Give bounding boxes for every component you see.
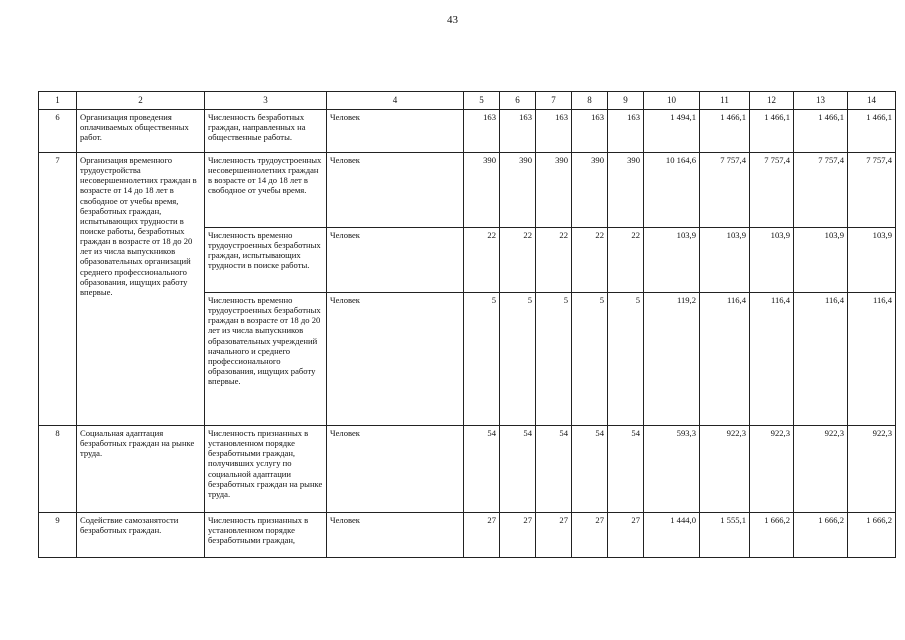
value-cell: 10 164,6 — [644, 153, 700, 228]
value-cell: 1 494,1 — [644, 110, 700, 153]
value-cell: 1 466,1 — [750, 110, 794, 153]
value-cell: 103,9 — [644, 228, 700, 293]
value-cell: 54 — [464, 426, 500, 513]
row-number: 8 — [39, 426, 77, 513]
activity-cell: Организация временного трудоустройства несовершеннолетних граждан в возрасте от 14 до 18 лет в свободное от учебы время, безработных граждан, испытывающих трудности в поиске работы, безработных граждан в возрасте от 18 до 20 лет из числа выпускников образовательных организаций среднего профессионального образования, ищущих работу впервые. — [77, 153, 205, 426]
header-cell: 13 — [794, 92, 848, 110]
value-cell: 1 666,2 — [794, 513, 848, 558]
activity-cell: Содействие самозанятости безработных граждан. — [77, 513, 205, 558]
value-cell: 390 — [536, 153, 572, 228]
value-cell: 103,9 — [848, 228, 896, 293]
indicator-cell: Численность признанных в установленном порядке безработными граждан, — [205, 513, 327, 558]
value-cell: 7 757,4 — [700, 153, 750, 228]
header-cell: 1 — [39, 92, 77, 110]
value-cell: 922,3 — [700, 426, 750, 513]
header-cell: 11 — [700, 92, 750, 110]
unit-cell: Человек — [327, 426, 464, 513]
indicator-cell: Численность трудоустроенных несовершеннолетних граждан в возрасте от 14 до 18 лет в свободное от учебы время. — [205, 153, 327, 228]
unit-cell: Человек — [327, 513, 464, 558]
value-cell: 1 666,2 — [848, 513, 896, 558]
unit-cell: Человек — [327, 228, 464, 293]
value-cell: 54 — [608, 426, 644, 513]
value-cell: 54 — [536, 426, 572, 513]
value-cell: 27 — [536, 513, 572, 558]
value-cell: 1 466,1 — [794, 110, 848, 153]
row-number: 6 — [39, 110, 77, 153]
value-cell: 116,4 — [750, 293, 794, 426]
page-number: 43 — [447, 14, 458, 26]
value-cell: 163 — [464, 110, 500, 153]
unit-cell: Человек — [327, 110, 464, 153]
value-cell: 922,3 — [794, 426, 848, 513]
value-cell: 163 — [608, 110, 644, 153]
header-cell: 5 — [464, 92, 500, 110]
value-cell: 390 — [572, 153, 608, 228]
activity-cell: Социальная адаптация безработных граждан на рынке труда. — [77, 426, 205, 513]
value-cell: 22 — [536, 228, 572, 293]
value-cell: 163 — [572, 110, 608, 153]
row-number: 9 — [39, 513, 77, 558]
row-number: 7 — [39, 153, 77, 426]
value-cell: 922,3 — [750, 426, 794, 513]
table-row — [39, 426, 896, 513]
value-cell: 54 — [572, 426, 608, 513]
value-cell: 103,9 — [700, 228, 750, 293]
header-cell: 14 — [848, 92, 896, 110]
header-cell: 2 — [77, 92, 205, 110]
indicator-cell: Численность признанных в установленном порядке безработными граждан, получивших услугу по социальной адаптации безработных граждан на рынке труда. — [205, 426, 327, 513]
value-cell: 103,9 — [750, 228, 794, 293]
indicator-cell: Численность временно трудоустроенных безработных граждан в возрасте от 18 до 20 лет из числа выпускников образовательных учреждений начального и среднего профессионального образования, ищущих работу впервые. — [205, 293, 327, 426]
value-cell: 103,9 — [794, 228, 848, 293]
header-cell: 7 — [536, 92, 572, 110]
header-cell: 6 — [500, 92, 536, 110]
value-cell: 1 466,1 — [848, 110, 896, 153]
header-cell: 8 — [572, 92, 608, 110]
value-cell: 27 — [464, 513, 500, 558]
value-cell: 1 466,1 — [700, 110, 750, 153]
value-cell: 1 666,2 — [750, 513, 794, 558]
value-cell: 22 — [572, 228, 608, 293]
value-cell: 7 757,4 — [750, 153, 794, 228]
value-cell: 119,2 — [644, 293, 700, 426]
header-cell: 12 — [750, 92, 794, 110]
header-cell: 10 — [644, 92, 700, 110]
value-cell: 27 — [608, 513, 644, 558]
value-cell: 390 — [500, 153, 536, 228]
indicator-cell: Численность безработных граждан, направленных на общественные работы. — [205, 110, 327, 153]
value-cell: 7 757,4 — [848, 153, 896, 228]
value-cell: 54 — [500, 426, 536, 513]
value-cell: 1 555,1 — [700, 513, 750, 558]
value-cell: 5 — [608, 293, 644, 426]
value-cell: 390 — [608, 153, 644, 228]
value-cell: 22 — [464, 228, 500, 293]
value-cell: 5 — [572, 293, 608, 426]
header-cell: 3 — [205, 92, 327, 110]
activity-cell: Организация проведения оплачиваемых общественных работ. — [77, 110, 205, 153]
value-cell: 22 — [500, 228, 536, 293]
value-cell: 116,4 — [700, 293, 750, 426]
value-cell: 27 — [500, 513, 536, 558]
value-cell: 1 444,0 — [644, 513, 700, 558]
value-cell: 163 — [500, 110, 536, 153]
value-cell: 593,3 — [644, 426, 700, 513]
table-row — [39, 110, 896, 153]
indicator-cell: Численность временно трудоустроенных безработных граждан, испытывающих трудности в поиске работы. — [205, 228, 327, 293]
value-cell: 27 — [572, 513, 608, 558]
value-cell: 163 — [536, 110, 572, 153]
value-cell: 116,4 — [794, 293, 848, 426]
unit-cell: Человек — [327, 293, 464, 426]
table-row — [39, 513, 896, 558]
value-cell: 116,4 — [848, 293, 896, 426]
value-cell: 5 — [536, 293, 572, 426]
value-cell: 5 — [500, 293, 536, 426]
value-cell: 7 757,4 — [794, 153, 848, 228]
value-cell: 390 — [464, 153, 500, 228]
header-cell: 9 — [608, 92, 644, 110]
unit-cell: Человек — [327, 153, 464, 228]
value-cell: 922,3 — [848, 426, 896, 513]
value-cell: 5 — [464, 293, 500, 426]
table-row — [39, 153, 896, 228]
value-cell: 22 — [608, 228, 644, 293]
header-cell: 4 — [327, 92, 464, 110]
program-table — [38, 91, 896, 558]
header-row — [39, 92, 896, 110]
